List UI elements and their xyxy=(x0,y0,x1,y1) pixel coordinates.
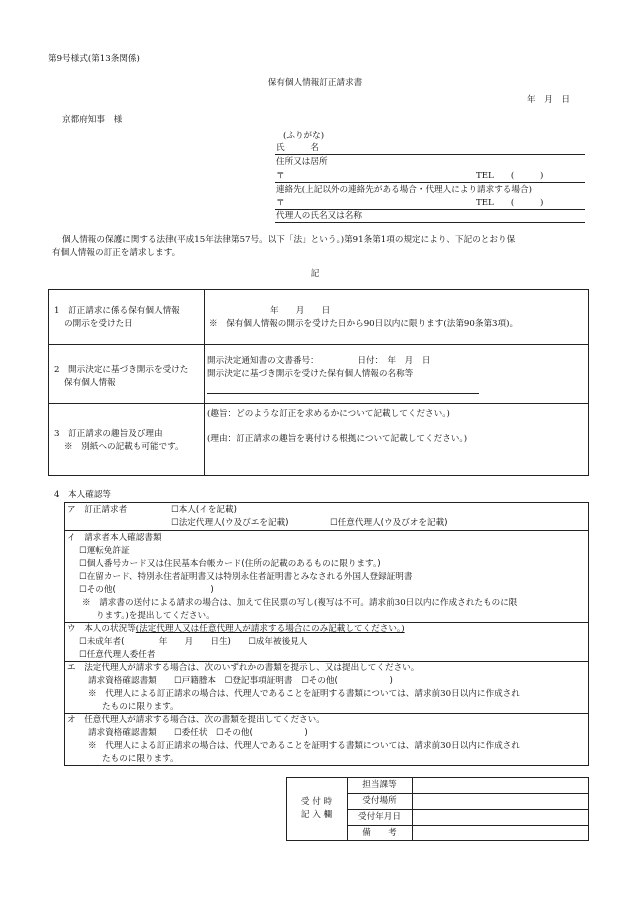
furigana-label: (ふりがな) xyxy=(283,131,325,141)
e-note-2: たものに限ります。 xyxy=(102,702,179,712)
o-documents[interactable]: 請求資格確認書類 ☐委任状 ☐その他( ) xyxy=(88,728,308,738)
i-note-2: ります。)を提出してください。 xyxy=(96,611,215,621)
reception-row-dept: 担当課等 xyxy=(362,780,397,790)
reception-row-sep-3 xyxy=(347,825,589,826)
row3-label-2: ※ 別紙への記載も可能です。 xyxy=(64,442,184,452)
address-label: 住所又は居所 xyxy=(276,157,328,167)
o-note-2: たものに限ります。 xyxy=(102,754,179,764)
addressee: 京都府知事 様 xyxy=(62,115,123,125)
u-label-text: ウ 本人の状況等 xyxy=(67,624,136,634)
request-date: 年 月 日 xyxy=(527,95,570,105)
row1-label-2: の開示を受けた日 xyxy=(64,319,133,329)
ki-mark: 記 xyxy=(310,269,320,279)
document-title: 保有個人情報訂正請求書 xyxy=(267,78,363,88)
form-number: 第9号様式(第13条関係) xyxy=(48,54,140,64)
row3-label-1: 3 訂正請求の趣旨及び理由 xyxy=(54,429,163,439)
section-sep-a xyxy=(64,530,589,531)
u-label xyxy=(67,624,405,635)
agent-field-line[interactable] xyxy=(275,222,585,223)
i-label: イ 請求者本人確認書類 xyxy=(67,533,162,543)
a-label: ア 訂正請求者 xyxy=(67,505,128,515)
u-option-minor[interactable]: ☐未成年者( 年 月 日生) ☐成年被後見人 xyxy=(79,637,308,647)
contact-field-line[interactable] xyxy=(275,209,585,210)
reception-title-1: 受 付 時 xyxy=(300,797,333,807)
i-option-mynumber[interactable]: ☐個人番号カード又は住民基本台帳カード(住所の記載のあるものに限ります。) xyxy=(79,559,381,569)
i-note-1: ※ 請求書の送付による請求の場合は、加えて住民票の写し(複写は不可。請求前30日以内に作成されたものに限 xyxy=(82,598,518,608)
intro-line-1: 個人情報の保護に関する法律(平成15年法律第57号。以下「法」という。)第91条第1項の規定により、下記のとおり保 xyxy=(62,235,516,245)
agent-label: 代理人の氏名又は名称 xyxy=(276,211,362,221)
row3-reason[interactable]: (理由：訂正請求の趣旨を裏付ける根拠について記載してください。) xyxy=(207,434,468,444)
section-sep-i xyxy=(64,622,589,623)
i-option-license[interactable]: ☐運転免許証 xyxy=(79,546,130,556)
name-field-line[interactable] xyxy=(275,154,585,155)
o-line-1: オ 任意代理人が請求する場合は、次の書類を提出してください。 xyxy=(67,715,325,725)
reception-row-place: 受付場所 xyxy=(362,796,397,806)
intro-line-2: 有個人情報の訂正を請求します。 xyxy=(52,248,181,258)
a-option-voluntary[interactable]: ☐任意代理人(ウ及びオを記載) xyxy=(330,518,448,528)
identity-heading: 4 本人確認等 xyxy=(54,490,112,500)
i-option-other[interactable]: ☐その他( ) xyxy=(79,585,214,595)
row2-doc-number[interactable]: 開示決定通知書の文書番号： 日付： 年 月 日 xyxy=(207,356,431,366)
address-field-line[interactable] xyxy=(275,182,585,183)
reception-row-sep-2 xyxy=(347,809,589,810)
e-documents[interactable]: 請求資格確認書類 ☐戸籍謄本 ☐登記事項証明書 ☐その他( ) xyxy=(88,676,393,686)
tel-label-2: TEL ( ) xyxy=(476,198,544,208)
section-sep-e xyxy=(64,713,589,714)
e-line-1: エ 法定代理人が請求する場合は、次のいずれかの書類を提示し、又は提出してください。 xyxy=(67,663,420,673)
a-option-self[interactable]: ☐本人(イを記載) xyxy=(171,505,237,515)
o-note-1: ※ 代理人による訂正請求の場合は、代理人であることを証明する書類については、請求前30日以内に作成され xyxy=(88,741,520,751)
row1-note: ※ 保有個人情報の開示を受けた日から90日以内に限ります(法第90条第3項)。 xyxy=(209,319,519,329)
e-note-1: ※ 代理人による訂正請求の場合は、代理人であることを証明する書類については、請求前30日以内に作成され xyxy=(88,689,520,699)
row2-field-line[interactable] xyxy=(207,393,479,394)
row2-label-2: 保有個人情報 xyxy=(64,378,116,388)
row2-label-1: 2 開示決定に基づき開示を受けた xyxy=(54,365,189,375)
row3-purpose[interactable]: (趣旨：どのような訂正を求めるかについて記載してください。) xyxy=(207,409,450,419)
section-sep-u xyxy=(64,661,589,662)
u-option-principal[interactable]: ☐任意代理人委任者 xyxy=(79,650,156,660)
row1-date[interactable]: 年 月 日 xyxy=(270,306,331,316)
reception-row-date: 受付年月日 xyxy=(358,812,401,822)
postal-mark-2: 〒 xyxy=(276,198,285,208)
table-row-sep-1 xyxy=(48,344,589,345)
table-divider xyxy=(204,289,205,476)
i-option-residence[interactable]: ☐在留カード、特別永住者証明書又は特別永住者証明書とみなされる外国人登録証明書 xyxy=(79,572,413,582)
reception-row-remarks: 備 考 xyxy=(362,828,397,838)
row2-info-name[interactable]: 開示決定に基づき開示を受けた保有個人情報の名称等 xyxy=(207,369,414,379)
reception-row-sep-1 xyxy=(347,793,589,794)
reception-title-2: 記 入 欄 xyxy=(300,810,333,820)
u-label-note: (法定代理人又は任意代理人が請求する場合にのみ記載してください。) xyxy=(135,624,405,634)
postal-mark-1: 〒 xyxy=(276,171,285,181)
tel-label-1: TEL ( ) xyxy=(476,171,544,181)
table-row-sep-2 xyxy=(48,403,589,404)
contact-label: 連絡先(上記以外の連絡先がある場合・代理人により請求する場合) xyxy=(276,185,532,195)
row1-label-1: 1 訂正請求に係る保有個人情報 xyxy=(54,306,180,316)
a-option-legal[interactable]: ☐法定代理人(ウ及びエを記載) xyxy=(171,518,289,528)
name-label: 氏 名 xyxy=(276,143,319,153)
